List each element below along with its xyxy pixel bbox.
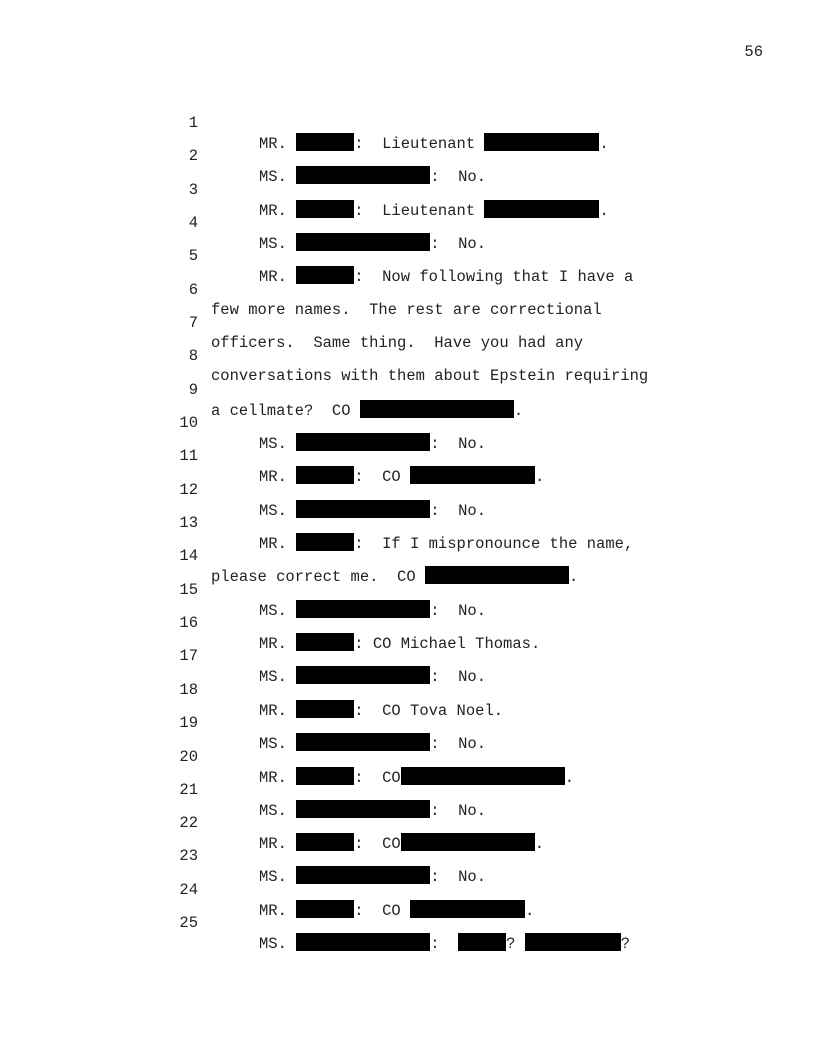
- line-content: CO Tova Noel.: [382, 702, 504, 720]
- speaker-label: MS.: [259, 668, 287, 686]
- redaction-bar: [525, 933, 621, 951]
- line-number: 5: [188, 247, 198, 265]
- line-text: MS. : No.: [259, 435, 487, 453]
- line-number: 1: [188, 114, 198, 132]
- speaker-label: MS.: [259, 868, 287, 886]
- transcript-line: [0, 826, 816, 886]
- line-text: MR. : CO .: [259, 835, 545, 853]
- line-end: .: [599, 135, 609, 153]
- line-text: few more names. The rest are correctional: [211, 301, 602, 319]
- transcript-line: [0, 727, 816, 787]
- line-end: .: [513, 402, 524, 420]
- line-text: MR. : Lieutenant .: [259, 135, 609, 153]
- line-number: 24: [179, 881, 198, 899]
- transcript-line: [0, 193, 816, 253]
- question-mark: ?: [506, 935, 516, 953]
- transcript-line: [0, 426, 816, 486]
- line-content: Now following that I have a: [382, 268, 634, 286]
- line-content: a cellmate? CO: [211, 402, 351, 420]
- question-mark: ?: [620, 935, 631, 953]
- line-end: .: [564, 769, 575, 787]
- transcript-line: [0, 393, 816, 453]
- speaker-label: MR.: [259, 835, 287, 853]
- line-content: No.: [458, 168, 487, 186]
- speaker-label: MS.: [259, 602, 287, 620]
- transcript-line: [0, 293, 816, 352]
- transcript-line: [0, 493, 816, 553]
- line-content: CO: [382, 769, 401, 787]
- line-end: .: [568, 568, 579, 586]
- speaker-label: MR.: [259, 535, 287, 553]
- line-number: 3: [188, 181, 198, 199]
- line-content: No.: [458, 735, 487, 753]
- speaker-label: MS.: [259, 802, 287, 820]
- line-text: MS. : ? ?: [259, 935, 631, 953]
- line-end: .: [534, 835, 545, 853]
- transcript-line: [0, 93, 816, 153]
- transcript-line: [0, 260, 816, 319]
- speaker-label: MS.: [259, 735, 287, 753]
- line-text: MR. : CO Tova Noel.: [259, 702, 504, 720]
- line-content: CO: [382, 468, 401, 486]
- line-number: 15: [179, 581, 198, 599]
- speaker-label: MR.: [259, 635, 287, 653]
- line-number: 13: [179, 514, 198, 532]
- transcript-line: [0, 893, 816, 953]
- line-content: No.: [458, 868, 487, 886]
- line-number: 14: [179, 547, 198, 565]
- line-text: MR. : CO .: [259, 468, 545, 486]
- line-content: CO Michael Thomas.: [372, 635, 541, 653]
- line-number: 23: [179, 847, 198, 865]
- speaker-label: MS.: [259, 502, 287, 520]
- transcript-line: [0, 860, 816, 920]
- transcript-line: [0, 793, 816, 853]
- line-content: please correct me. CO: [211, 568, 416, 586]
- redaction-bar: [296, 933, 430, 951]
- line-text: MS. : No.: [259, 668, 487, 686]
- speaker-label: MR.: [259, 769, 287, 787]
- line-text: MR. : CO .: [259, 769, 575, 787]
- speaker-label: MS.: [259, 935, 287, 953]
- line-text: MR. : Now following that I have a: [259, 268, 634, 286]
- transcript-line: [0, 693, 816, 753]
- transcript-line: [0, 126, 816, 186]
- line-number: 8: [188, 347, 198, 365]
- transcript-line: [0, 560, 816, 620]
- line-number: 6: [188, 281, 198, 299]
- line-text: MS. : No.: [259, 735, 487, 753]
- line-number: 19: [179, 714, 198, 732]
- line-content: No.: [458, 668, 487, 686]
- speaker-label: MR.: [259, 268, 287, 286]
- line-text: MR. : If I mispronounce the name,: [259, 535, 634, 553]
- transcript-line: [0, 360, 816, 420]
- line-number: 7: [188, 314, 198, 332]
- line-number: 22: [179, 814, 198, 832]
- transcript-line: [0, 760, 816, 820]
- transcript-line: [0, 626, 816, 686]
- transcript-line: [0, 460, 816, 520]
- line-end: .: [599, 202, 609, 220]
- line-text: MR. : CO .: [259, 902, 535, 920]
- line-number: 16: [179, 614, 198, 632]
- line-text: MR. : CO Michael Thomas.: [259, 635, 541, 653]
- line-number: 12: [179, 481, 198, 499]
- line-content: No.: [458, 435, 487, 453]
- speaker-label: MR.: [259, 468, 287, 486]
- line-number: 9: [188, 381, 198, 399]
- line-content: CO: [382, 902, 401, 920]
- line-end: .: [535, 468, 545, 486]
- line-content: Lieutenant: [382, 202, 476, 220]
- speaker-label: MR.: [259, 702, 287, 720]
- transcript-line: [0, 593, 816, 653]
- line-text: MS. : No.: [259, 502, 487, 520]
- transcript-line: [0, 526, 816, 586]
- redaction-bar: [458, 933, 506, 951]
- transcript-line: [0, 226, 816, 286]
- line-text: MS. : No.: [259, 868, 487, 886]
- line-content: No.: [458, 802, 487, 820]
- line-content: No.: [458, 602, 487, 620]
- speaker-label: MS.: [259, 168, 287, 186]
- speaker-label: MS.: [259, 235, 287, 253]
- transcript-line: [0, 660, 816, 720]
- line-end: .: [525, 902, 535, 920]
- line-content: No.: [458, 502, 487, 520]
- speaker-label: MR.: [259, 202, 287, 220]
- line-text: MR. : Lieutenant .: [259, 202, 609, 220]
- page-number: 56: [744, 43, 763, 61]
- line-number: 17: [179, 647, 198, 665]
- line-number: 21: [179, 781, 198, 799]
- speaker-label: MR.: [259, 902, 287, 920]
- line-content: Lieutenant: [382, 135, 476, 153]
- line-number: 20: [179, 748, 198, 766]
- line-text: conversations with them about Epstein requiring: [211, 367, 649, 385]
- line-text: MS. : No.: [259, 235, 487, 253]
- line-number: 4: [188, 214, 198, 232]
- transcript-line: [0, 160, 816, 220]
- speaker-label: MS.: [259, 435, 287, 453]
- line-text: officers. Same thing. Have you had any: [211, 334, 584, 352]
- line-number: 25: [179, 914, 198, 932]
- line-text: MS. : No.: [259, 602, 487, 620]
- line-number: 11: [179, 447, 198, 465]
- line-text: MS. : No.: [259, 168, 487, 186]
- line-content: No.: [458, 235, 487, 253]
- line-number: 10: [179, 414, 198, 432]
- line-number: 2: [188, 147, 198, 165]
- line-content: CO: [382, 835, 401, 853]
- line-content: If I mispronounce the name,: [382, 535, 634, 553]
- speaker-label: MR.: [259, 135, 287, 153]
- transcript-line: [0, 326, 816, 385]
- line-text: MS. : No.: [259, 802, 487, 820]
- line-number: 18: [179, 681, 198, 699]
